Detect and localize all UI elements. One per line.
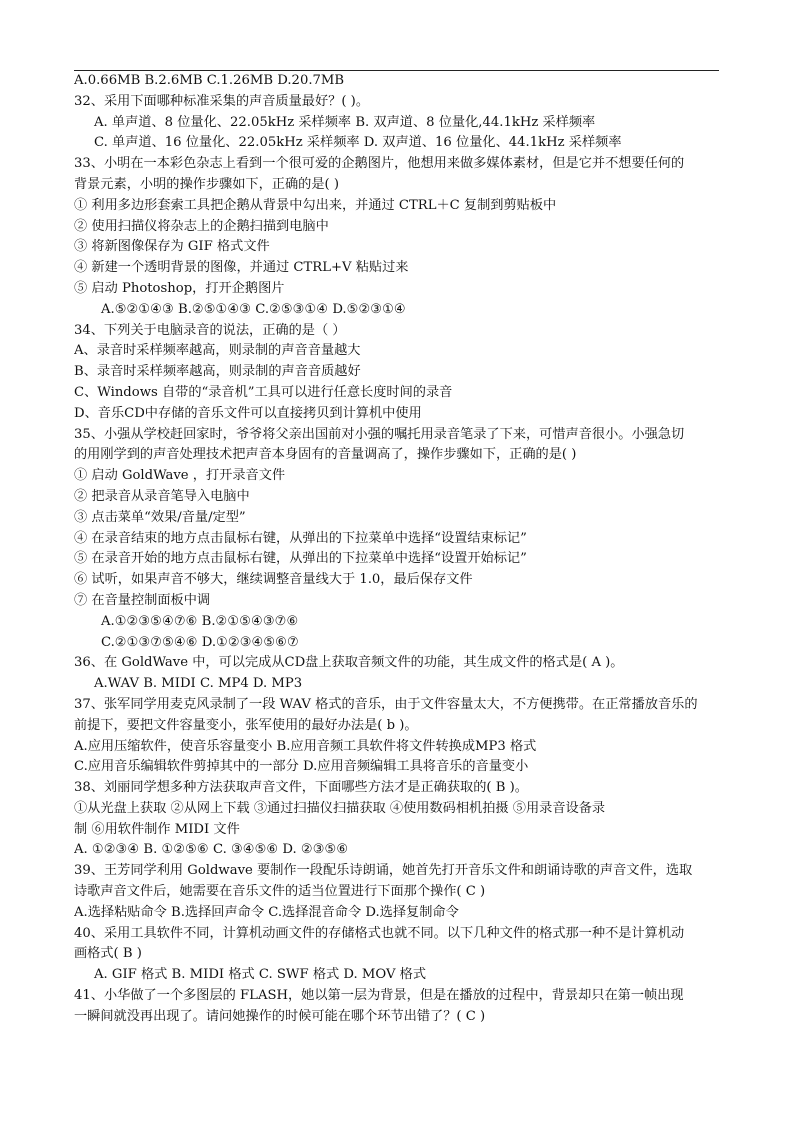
text-line: A. 单声道、8 位量化、22.05kHz 采样频率 B. 双声道、8 位量化,44.1kHz 采样频率 [94, 114, 596, 130]
text-line: 41、小华做了一个多图层的 FLASH，她以第一层为背景，但是在播放的过程中，背景却只在第一帧出现 [74, 988, 684, 1004]
text-line: 32、采用下面哪种标准采集的声音质量最好？( )。 [74, 93, 370, 109]
text-line: 33、小明在一本彩色杂志上看到一个很可爱的企鹅图片，他想用来做多媒体素材，但是它并不想要任何的 [74, 156, 685, 172]
text-line: A、录音时采样频率越高，则录制的声音音量越大 [74, 343, 361, 359]
text-line: C、Windows 自带的“录音机”工具可以进行任意长度时间的录音 [74, 384, 453, 400]
text-line: A.⑤②①④③ B.②⑤①④③ C.②⑤③①④ D.⑤②③①④ [101, 301, 406, 317]
text-line: 一瞬间就没再出现了。请问她操作的时候可能在哪个环节出错了？( C ) [74, 1008, 486, 1024]
text-line: 35、小强从学校赶回家时，爷爷将父亲出国前对小强的嘱托用录音笔录了下来，可惜声音很小。小强急切 [74, 426, 685, 442]
text-line: B、录音时采样频率越高，则录制的声音音质越好 [74, 364, 361, 380]
text-line: ⑤ 在录音开始的地方点击鼠标右键，从弹出的下拉菜单中选择“设置开始标记” [74, 551, 527, 567]
text-line: 37、张军同学用麦克风录制了一段 WAV 格式的音乐，由于文件容量太大，不方便携带。在正常播放音乐的 [74, 696, 698, 712]
text-line: 背景元素，小明的操作步骤如下，正确的是( ) [74, 176, 340, 192]
text-line: 诗歌声音文件后，她需要在音乐文件的适当位置进行下面那个操作( C ) [74, 884, 486, 900]
text-line: 34、下列关于电脑录音的说法，正确的是（ ） [74, 322, 346, 338]
text-line: C.应用音乐编辑软件剪掉其中的一部分 D.应用音频编辑工具将音乐的音量变小 [74, 759, 529, 775]
text-line: 38、刘丽同学想多种方法获取声音文件，下面哪些方法才是正确获取的( B )。 [74, 780, 528, 796]
text-line: A.应用压缩软件，使音乐容量变小 B.应用音频工具软件将文件转换成MP3 格式 [74, 738, 537, 754]
text-line: 36、在 GoldWave 中，可以完成从CD盘上获取音频文件的功能，其生成文件的格式是( A )。 [74, 655, 624, 671]
text-line: ② 使用扫描仪将杂志上的企鹅扫描到电脑中 [74, 218, 329, 234]
text-line: 前提下，要把文件容量变小，张军使用的最好办法是( b )。 [74, 717, 418, 733]
text-line: ② 把录音从录音笔导入电脑中 [74, 488, 250, 504]
text-line: C. 单声道、16 位量化、22.05kHz 采样频率 D. 双声道、16 位量化、44.1kHz 采样频率 [94, 135, 622, 151]
text-line: C.②①③⑦⑤④⑥ D.①②③④⑤⑥⑦ [101, 634, 299, 650]
text-line: 制 ⑥用软件制作 MIDI 文件 [74, 821, 240, 837]
text-line: ①从光盘上获取 ②从网上下载 ③通过扫描仪扫描获取 ④使用数码相机拍摄 ⑤用录音设备录 [74, 800, 606, 816]
text-line: ⑦ 在音量控制面板中调 [74, 592, 211, 608]
document-body [74, 71, 724, 1028]
text-line: ① 利用多边形套索工具把企鹅从背景中勾出来，并通过 CTRL＋C 复制到剪贴板中 [74, 197, 557, 213]
text-line: A.选择粘贴命令 B.选择回声命令 C.选择混音命令 D.选择复制命令 [74, 904, 459, 920]
text-line: ⑥ 试听，如果声音不够大，继续调整音量线大于 1.0，最后保存文件 [74, 572, 473, 588]
text-line: A. ①②③④ B. ①②⑤⑥ C. ③④⑤⑥ D. ②③⑤⑥ [74, 842, 349, 858]
text-line: 39、王芳同学利用 Goldwave 要制作一段配乐诗朗诵，她首先打开音乐文件和朗诵诗歌的声音文件，选取 [74, 863, 693, 879]
text-line: ④ 新建一个透明背景的图像，并通过 CTRL+V 粘贴过来 [74, 260, 409, 276]
text-line: A. GIF 格式 B. MIDI 格式 C. SWF 格式 D. MOV 格式 [94, 967, 427, 983]
text-line: A.①②③⑤④⑦⑥ B.②①⑤④③⑦⑥ [101, 613, 299, 629]
text-line: A.WAV B. MIDI C. MP4 D. MP3 [94, 676, 303, 692]
text-line: 的用刚学到的声音处理技术把声音本身固有的音量调高了，操作步骤如下，正确的是( ) [74, 447, 577, 463]
text-line: A.0.66MB B.2.6MB C.1.26MB D.20.7MB [74, 73, 345, 88]
text-line: ③ 点击菜单“效果/音量/定型” [74, 509, 246, 525]
text-line: D、音乐CD中存储的音乐文件可以直接拷贝到计算机中使用 [74, 405, 422, 421]
text-line: 画格式( B ) [74, 946, 142, 962]
text-line: ③ 将新图像保存为 GIF 格式文件 [74, 239, 270, 255]
text-line: 40、采用工具软件不同，计算机动画文件的存储格式也就不同。以下几种文件的格式那一种不是计算机动 [74, 925, 685, 941]
text-line: ④ 在录音结束的地方点击鼠标右键，从弹出的下拉菜单中选择“设置结束标记” [74, 530, 527, 546]
text-line: ⑤ 启动 Photoshop，打开企鹅图片 [74, 280, 285, 296]
text-line: ① 启动 GoldWave ，打开录音文件 [74, 468, 286, 484]
